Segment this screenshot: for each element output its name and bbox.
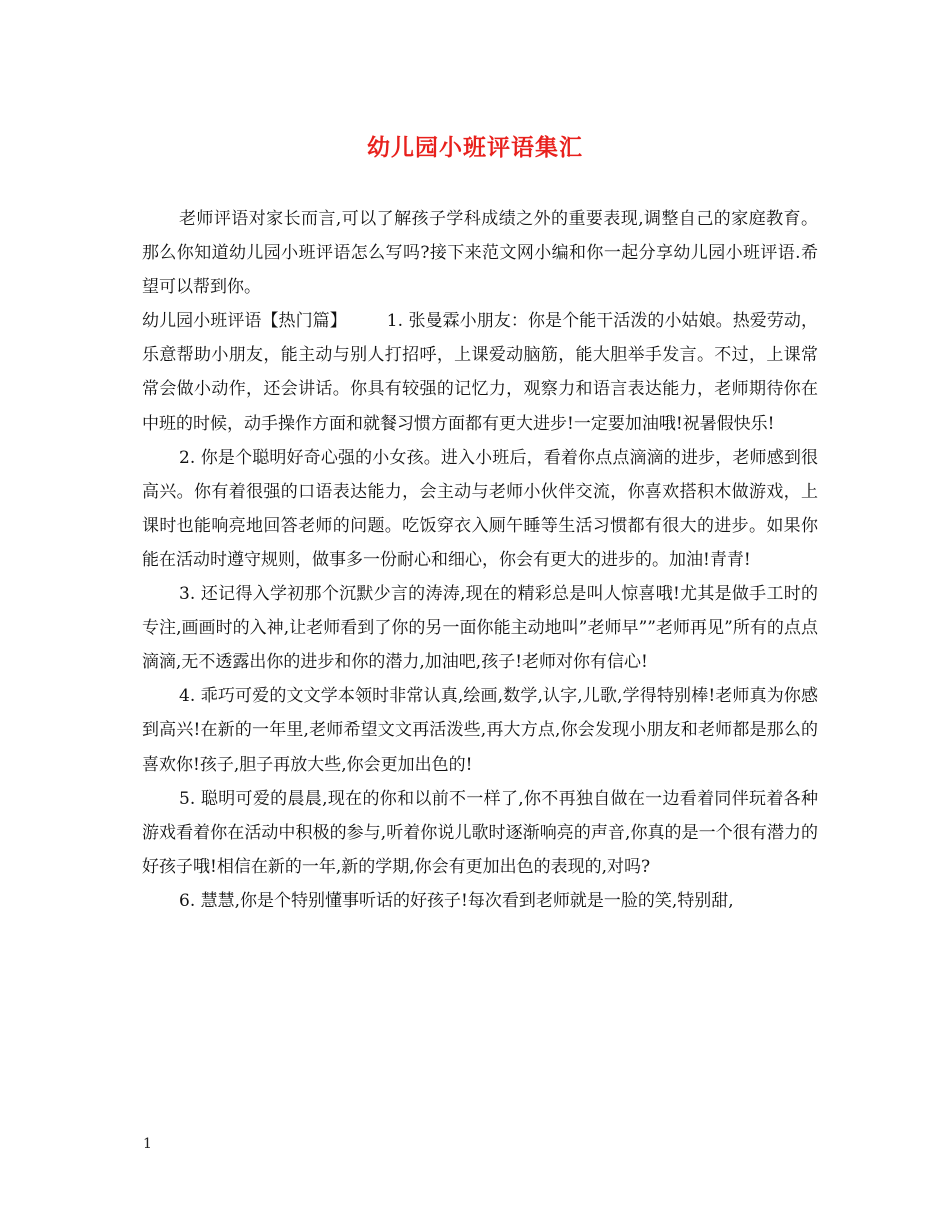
intro-paragraph: 老师评语对家长而言,可以了解孩子学科成绩之外的重要表现,调整自己的家庭教育。那么你知道幼儿园小班评语怎么写吗?接下来范文网小编和你一起分享幼儿园小班评语.希望可以帮到你。 — [142, 209, 818, 298]
comment-1-text: 1. 张曼霖小朋友：你是个能干活泼的小姑娘。热爱劳动，乐意帮助小朋友，能主动与别人打招呼，上课爱动脑筋，能大胆举手发言。不过，上课常常会做小动作，还会讲话。你具有较强的记忆力，观察力和语言表达能力，老师期待你在中班的时候，动手操作方面和就餐习惯方面都有更大进步!一定要加油哦!祝暑假快乐! — [142, 311, 819, 434]
comment-paragraph-1 — [142, 304, 818, 440]
section-heading: 幼儿园小班评语【热门篇】 — [142, 311, 347, 332]
comment-paragraph-6: 6. 慧慧,你是个特别懂事听话的好孩子!每次看到老师就是一脸的笑,特别甜, — [179, 890, 734, 911]
page-number: 1 — [143, 1136, 152, 1152]
comment-paragraph-3: 3. 还记得入学初那个沉默少言的涛涛,现在的精彩总是叫人惊喜哦!尤其是做手工时的专注,画画时的入神,让老师看到了你的另一面你能主动地叫”老师早””老师再见”所有的点点滴滴,无不透露出你的进步和你的潜力,加油吧,孩子!老师对你有信心! — [142, 584, 818, 673]
page-title: 幼儿园小班评语集汇 — [367, 134, 583, 161]
document-body — [142, 202, 818, 918]
comment-paragraph-4: 4. 乖巧可爱的文文学本领时非常认真,绘画,数学,认字,儿歌,学得特别棒!老师真为你感到高兴!在新的一年里,老师希望文文再活泼些,再大方点,你会发现小朋友和老师都是那么的喜欢你!孩子,胆子再放大些,你会更加出色的! — [142, 686, 818, 775]
comment-paragraph-5: 5. 聪明可爱的晨晨,现在的你和以前不一样了,你不再独自做在一边看着同伴玩着各种游戏看着你在活动中积极的参与,听着你说儿歌时逐渐响亮的声音,你真的是一个很有潜力的好孩子哦!相信在新的一年,新的学期,你会有更加出色的表现的,对吗? — [142, 788, 818, 877]
comment-paragraph-2: 2. 你是个聪明好奇心强的小女孩。进入小班后，看着你点点滴滴的进步，老师感到很高兴。你有着很强的口语表达能力，会主动与老师小伙伴交流，你喜欢搭积木做游戏，上课时也能响亮地回答老师的问题。吃饭穿衣入厕午睡等生活习惯都有很大的进步。如果你能在活动时遵守规则，做事多一份耐心和细心，你会有更大的进步的。加油!青青! — [142, 447, 818, 570]
